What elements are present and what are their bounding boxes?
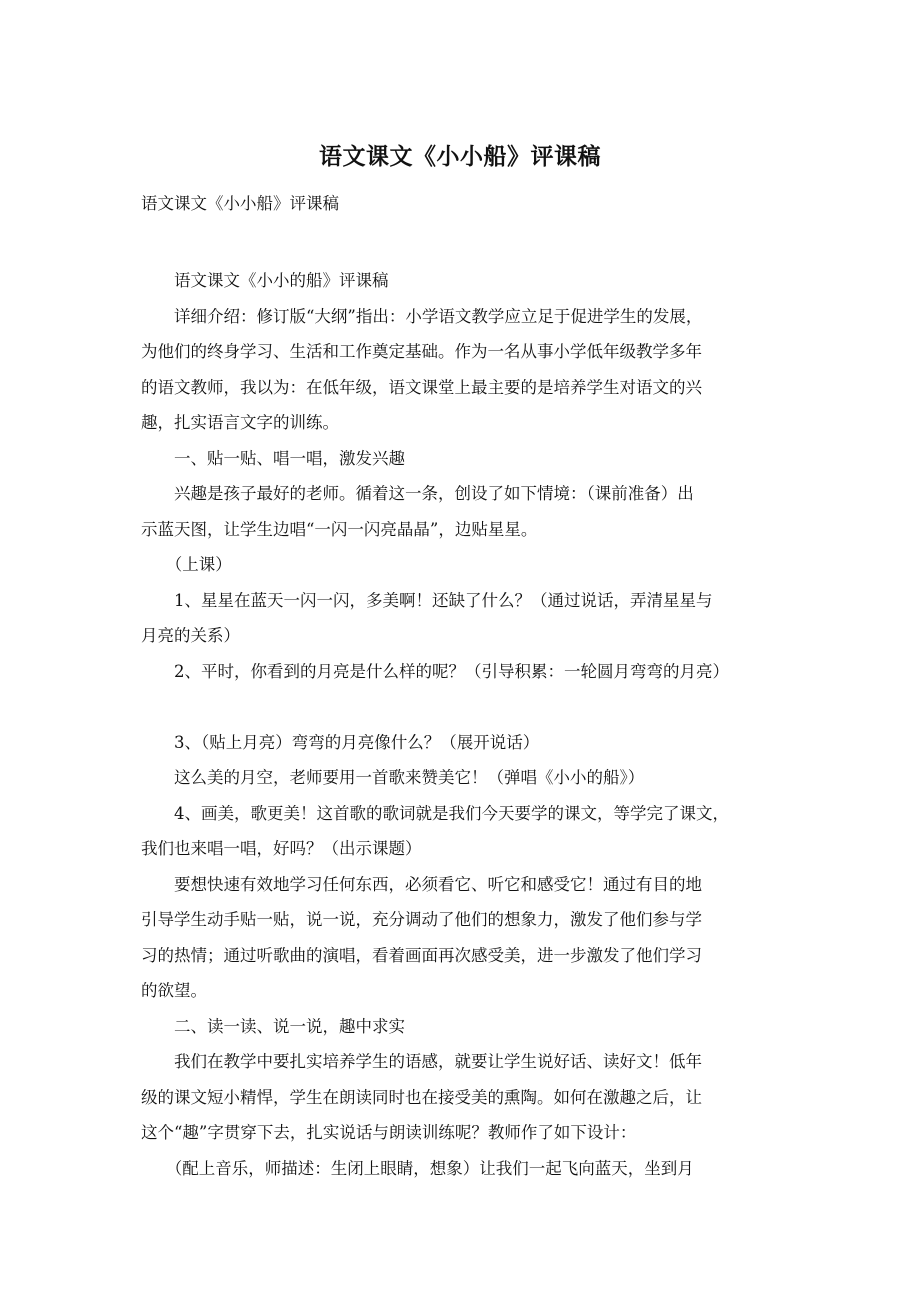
paragraph-line: 月亮的关系） [141, 626, 240, 645]
section-heading: 一、贴一贴、唱一唱，激发兴趣 [174, 448, 405, 468]
paragraph-line: 我们在教学中要扎实培养学生的语感，就要让学生说好话、读好文！低年 [174, 1052, 702, 1071]
paragraph-line: 级的课文短小精悍，学生在朗读同时也在接受美的熏陶。如何在激趣之后，让 [141, 1087, 702, 1107]
paragraph-line: 2、平时，你看到的月亮是什么样的呢？（引导积累：一轮圆月弯弯的月亮） [174, 661, 729, 681]
document-body [141, 263, 801, 1186]
paragraph-line: 的语文教师，我以为：在低年级，语文课堂上最主要的是培养学生对语文的兴 [141, 377, 702, 397]
paragraph-heading: 语文课文《小小的船》评课稿 [174, 271, 389, 290]
paragraph-line: 3、（贴上月亮）弯弯的月亮像什么？（展开说话） [174, 732, 540, 752]
paragraph-line: 这么美的月空，老师要用一首歌来赞美它！（弹唱《小小的船》） [174, 768, 645, 787]
paragraph-line: （上课） [165, 555, 232, 574]
paragraph-line: （配上音乐，师描述：生闭上眼睛，想象）让我们一起飞向蓝天，坐到月 [165, 1158, 694, 1178]
section-heading: 二、读一读、说一说，趣中求实 [174, 1016, 405, 1036]
paragraph-line: 4、画美，歌更美！这首歌的歌词就是我们今天要学的课文，等学完了课文， [174, 803, 729, 823]
document-title: 语文课文《小小船》评课稿 [319, 143, 601, 170]
paragraph-line: 要想快速有效地学习任何东西，必须看它、听它和感受它！通过有目的地 [174, 874, 702, 894]
document-subtitle: 语文课文《小小船》评课稿 [141, 194, 339, 213]
paragraph-line: 的欲望。 [141, 981, 207, 1000]
paragraph-line: 引导学生动手贴一贴，说一说，充分调动了他们的想象力，激发了他们参与学 [141, 910, 702, 929]
paragraph-line: 详细介绍：修订版“大纲”指出：小学语文教学应立足于促进学生的发展， [174, 306, 703, 326]
paragraph-line: 习的热情；通过听歌曲的演唱，看着画面再次感受美，进一步激发了他们学习 [141, 945, 702, 965]
paragraph-line: 我们也来唱一唱，好吗？（出示课题） [141, 839, 422, 858]
paragraph-line: 1、星星在蓝天一闪一闪，多美啊！还缺了什么？（通过说话，弄清星星与 [174, 590, 713, 610]
paragraph-line: 示蓝天图，让学生边唱“一闪一闪亮晶晶”，边贴星星。 [141, 519, 538, 539]
paragraph-line: 为他们的终身学习、生活和工作奠定基础。作为一名从事小学低年级教学多年 [141, 342, 702, 361]
paragraph-line: 这个“趣”字贯穿下去，扎实说话与朗读训练呢？教师作了如下设计： [141, 1123, 637, 1142]
paragraph-line: 趣，扎实语言文字的训练。 [141, 413, 339, 432]
paragraph-line: 兴趣是孩子最好的老师。循着这一条，创设了如下情境：（课前准备）出 [174, 484, 694, 503]
